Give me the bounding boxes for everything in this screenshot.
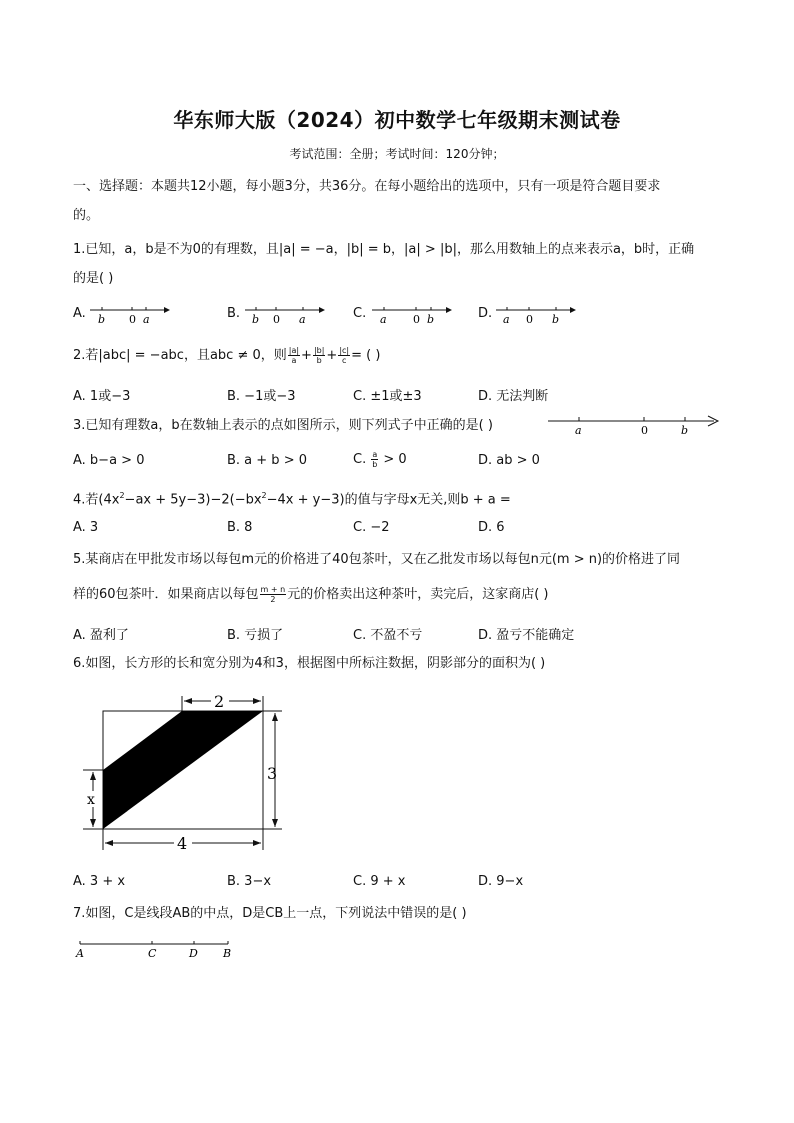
option-label: C. [353,306,367,321]
tick-label: 0 [413,313,420,326]
q2-option-b[interactable]: B. −1或−3 [227,389,296,404]
fraction: $\frac{|a|}{a}$ [288,346,300,365]
section-heading-line1: 一、选择题：本题共12小题，每小题3分，共36分。在每小题给出的选项中，只有一项是符合题目要求 [73,179,661,194]
q1-option-a-number-line [88,302,172,326]
q5-option-c[interactable]: C. 不盈不亏 [353,628,423,643]
tick-label: b [681,424,689,437]
q1-option-c-number-line [370,302,454,326]
tick-label: a [299,313,306,326]
tick-label: 0 [641,424,648,437]
fraction: $\frac{m + n}{2}$ [260,585,286,604]
q2-stem: 2.若|abc| = −abc，且abc ≠ 0，则 $\frac{|a|}{a}$ + $\frac{|b|}{b}$ + $\frac{|c|}{c}$ = ( ) [73,346,381,365]
q4-option-b[interactable]: B. 8 [227,520,253,535]
option-label: B. [227,306,241,321]
tick-label: b [427,313,435,326]
fraction: $\frac{|b|}{b}$ [313,346,325,365]
dimension-label: 3 [267,764,278,783]
tick-label: 0 [273,313,280,326]
q1-stem-line1: 1.已知，a，b是不为0的有理数，且|a| = −a，|b| = b，|a| > |b|，那么用数轴上的点来表示a，b时，正确 [73,242,695,257]
q1-stem-line2: 的是( ) [73,271,114,286]
q1-option-b-number-line [243,302,327,326]
q5-option-a[interactable]: A. 盈利了 [73,628,129,643]
dimension-label: 4 [177,834,188,853]
q6-option-d[interactable]: D. 9−x [478,874,524,889]
q5-option-d[interactable]: D. 盈亏不能确定 [478,628,575,643]
q4-option-a[interactable]: A. 3 [73,520,99,535]
q3-stem: 3.已知有理数a，b在数轴上表示的点如图所示，则下列式子中正确的是( ) [73,418,493,433]
tick-label: 0 [129,313,136,326]
q6-stem: 6.如图，长方形的长和宽分别为4和3，根据图中所标注数据，阴影部分的面积为( ) [73,656,546,671]
q1-option-d-number-line [494,302,578,326]
q1-option-a[interactable] [73,306,86,321]
q4-option-d[interactable]: D. 6 [478,520,505,535]
dimension-label: x [87,792,95,808]
point-label: C [148,947,157,960]
q2-stem-text: 2.若|abc| = −abc，且abc ≠ 0，则 [73,348,287,363]
q2-option-c[interactable]: C. ±1或±3 [353,389,422,404]
q6-option-a[interactable]: A. 3 + x [73,874,126,889]
q1-option-b[interactable] [227,306,240,321]
tick-label: 0 [526,313,533,326]
tick-label: b [252,313,260,326]
q5-stem-line2: 样的60包茶叶．如果商店以每包 $\frac{m + n}{2}$ 元的价格卖出这种茶叶，卖完后，这家商店( ) [73,585,549,604]
q3-option-b[interactable]: B. a + b > 0 [227,453,307,468]
page-title: 华东师大版（2024）初中数学七年级期末测试卷 [173,108,621,132]
exam-info: 考试范围：全册；考试时间：120分钟； [289,147,505,161]
tick-label: a [380,313,387,326]
q3-option-d[interactable]: D. ab > 0 [478,453,540,468]
q3-option-a[interactable]: A. b−a > 0 [73,453,145,468]
q7-stem: 7.如图，C是线段AB的中点，D是CB上一点，下列说法中错误的是( ) [73,906,467,921]
q7-segment-figure [72,936,242,962]
point-label: D [189,947,198,960]
shaded-region [103,711,263,829]
option-label: A. [73,306,86,321]
q2-option-d[interactable]: D. 无法判断 [478,389,549,404]
tick-label: b [552,313,560,326]
q5-stem-line1: 5.某商店在甲批发市场以每包m元的价格进了40包茶叶，又在乙批发市场以每包n元(m > n)的价格进了同 [73,552,681,567]
tick-label: a [575,424,582,437]
tick-label: b [98,313,106,326]
point-label: A [76,947,84,960]
fraction: $\frac{|c|}{c}$ [339,346,350,365]
q1-option-c[interactable] [353,306,366,321]
fraction: $\frac{a}{b}$ [372,450,378,469]
dimension-label: 2 [214,692,225,711]
tick-label: a [503,313,510,326]
q5-option-b[interactable]: B. 亏损了 [227,628,284,643]
q2-option-a[interactable]: A. 1或−3 [73,389,131,404]
section-heading-line2: 的。 [73,208,100,223]
tick-label: a [143,313,150,326]
q6-rectangle-figure [75,690,295,858]
q1-option-d[interactable] [478,306,492,321]
q6-option-b[interactable]: B. 3−x [227,874,272,889]
option-label: D. [478,306,493,321]
q4-stem: 4.若$(4x^2-ax + 5y-3)-2(-bx^2-4x + y-3)$的值与字母x无关,则b + a = [73,491,511,508]
q6-option-c[interactable]: C. 9 + x [353,874,406,889]
q3-option-c[interactable]: C. $\frac{a}{b}$ > 0 [353,450,407,469]
q3-number-line [546,412,724,438]
point-label: B [223,947,232,960]
q4-option-c[interactable]: C. −2 [353,520,390,535]
